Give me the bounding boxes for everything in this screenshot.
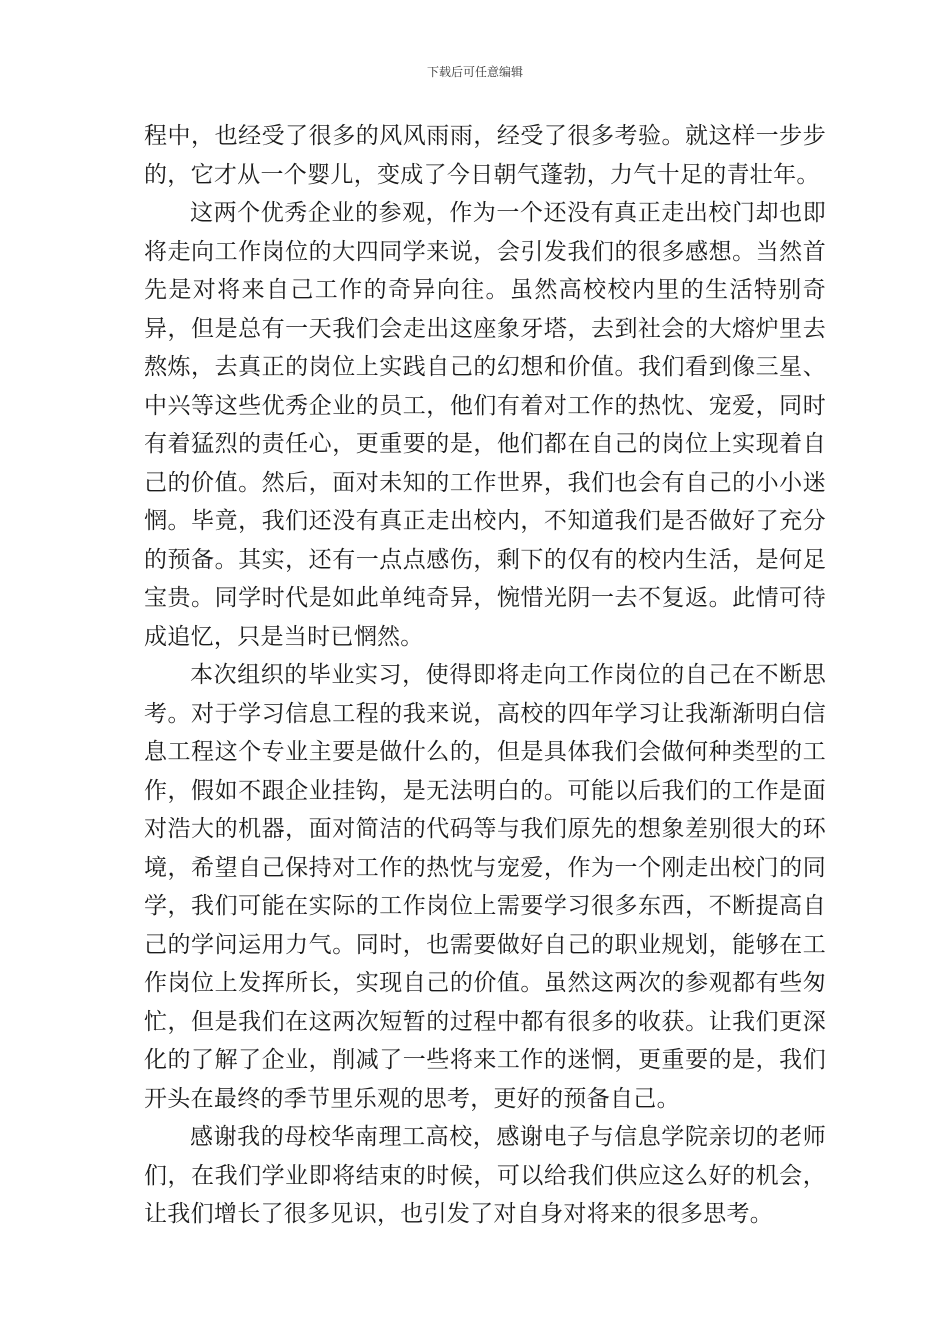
paragraph-continuation: 程中，也经受了很多的风风雨雨，经受了很多考验。就这样一步步的，它才从一个婴儿，变成了今日朝气蓬勃，力气十足的青壮年。 [144,123,826,188]
paragraph-acknowledgement: 感谢我的母校华南理工高校，感谢电子与信息学院亲切的老师们，在我们学业即将结束的时候，可以给我们供应这么好的机会，让我们增长了很多见识，也引发了对自身对将来的很多思考。 [144,1124,826,1227]
document-body [144,117,826,1234]
page-header-note: 下载后可任意编辑 [426,65,523,79]
paragraph-company-visit: 这两个优秀企业的参观，作为一个还没有真正走出校门却也即将走向工作岗位的大四同学来说，会引发我们的很多感想。当然首先是对将来自己工作的奇异向往。虽然高校校内里的生活特别奇异，但是总有一天我们会走出这座象牙塔，去到社会的大熔炉里去熬炼，去真正的岗位上实践自己的幻想和价值。我们看到像三星、中兴等这些优秀企业的员工，他们有着对工作的热忱、宠爱，同时有着猛烈的责任心，更重要的是，他们都在自己的岗位上实现着自己的价值。然后，面对未知的工作世界，我们也会有自己的小小迷惘。毕竟，我们还没有真正走出校内，不知道我们是否做好了充分的预备。其实，还有一点点感伤，剩下的仅有的校内生活，是何足宝贵。同学时代是如此单纯奇异，惋惜光阴一去不复返。此情可待成追忆，只是当时已惘然。 [144,200,826,650]
paragraph-internship-reflection: 本次组织的毕业实习，使得即将走向工作岗位的自己在不断思考。对于学习信息工程的我来说，高校的四年学习让我渐渐明白信息工程这个专业主要是做什么的，但是具体我们会做何种类型的工作，假如不跟企业挂钩，是无法明白的。可能以后我们的工作是面对浩大的机器，面对简洁的代码等与我们原先的想象差别很大的环境，希望自己保持对工作的热忱与宠爱，作为一个刚走出校门的同学，我们可能在实际的工作岗位上需要学习很多东西，不断提高自己的学问运用力气。同时，也需要做好自己的职业规划，能够在工作岗位上发挥所长，实现自己的价值。虽然这两次的参观都有些匆忙，但是我们在这两次短暂的过程中都有很多的收获。让我们更深化的了解了企业，削减了一些将来工作的迷惘，更重要的是，我们开头在最终的季节里乐观的思考，更好的预备自己。 [144,662,826,1112]
